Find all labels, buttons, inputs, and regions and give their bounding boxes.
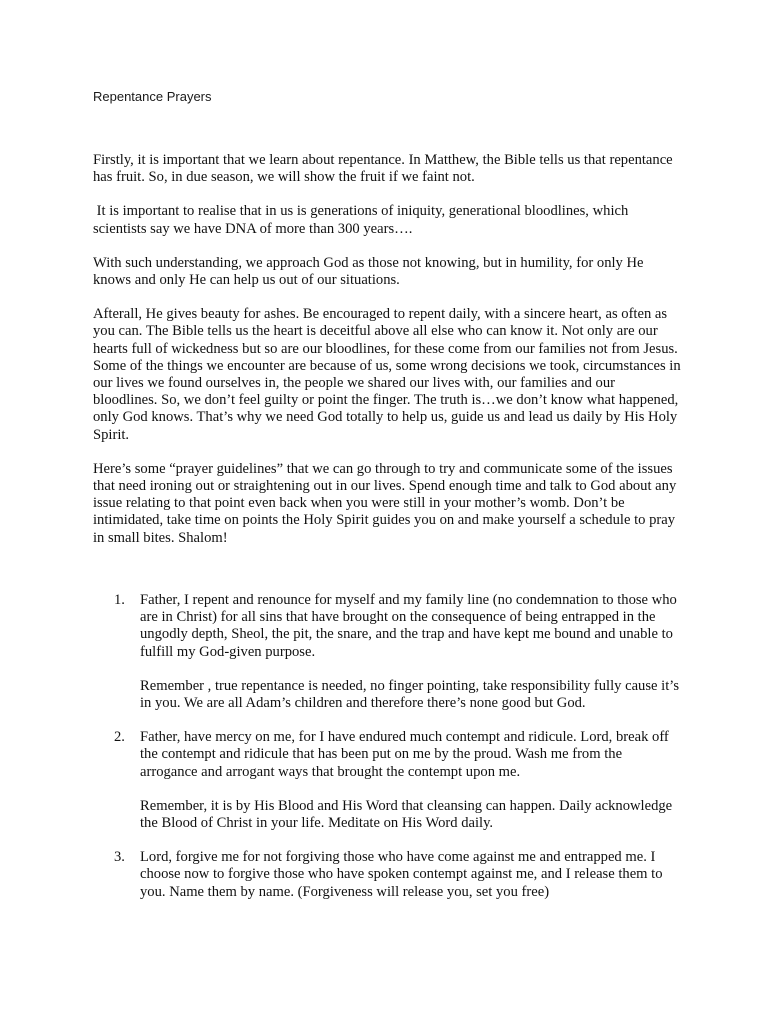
intro-paragraph-1: Firstly, it is important that we learn about repentance. In Matthew, the Bible tells us that repentance has fruit. So, in due season, we will show the fruit if we faint not. <box>93 152 673 186</box>
prayer-note: Remember , true repentance is needed, no finger pointing, take responsibility fully cause it’s in you. We are all Adam’s children and therefore there’s none good but God. <box>140 677 679 712</box>
prayer-number: 2. <box>114 729 125 746</box>
intro-paragraph-4: Afterall, He gives beauty for ashes. Be encouraged to repent daily, with a sincere heart, as often as you can. The Bible tells us the heart is deceitful above all else who can know it. Not only are our hearts full of wickedness but so are our bloodlines, for these come from our families not from Jesus. Some of the things we encounter are because of us, some wrong decisions we took, circumstances in our lives we found ourselves in, the people we shared our lives with, our families and our bloodlines. So, we don’t feel guilty or point the finger. The truth is…we don’t know what happened, only God knows. That’s why we need God totally to help us, guide us and lead us daily by His Holy Spirit. <box>93 306 681 443</box>
prayer-number: 3. <box>114 849 125 866</box>
prayer-item <box>93 849 683 901</box>
intro-paragraph-5: Here’s some “prayer guidelines” that we can go through to try and communicate some of the issues that need ironing out or straightening out in our lives. Spend enough time and talk to God about any issue relating to that point even back when you were still in your mother’s womb. Don’t be intimidated, take time on points the Holy Spirit guides you on and make yourself a schedule to pray in small bites. Shalom! <box>93 460 677 546</box>
prayer-number: 1. <box>114 592 125 608</box>
prayer-text: Father, have mercy on me, for I have endured much contempt and ridicule. Lord, break off the contempt and ridicule that has been put on me by the proud. Wash me from the arrogance and arrogant ways that brought the contempt upon me. <box>140 729 669 780</box>
prayer-text: Lord, forgive me for not forgiving those who have come against me and entrapped me. I choose now to forgive those who have spoken contempt against me, and I release them to you. Name them by name. (Forgiveness will release you, set you free) <box>140 849 663 900</box>
prayer-item <box>93 729 683 832</box>
prayer-text: Father, I repent and renounce for myself and my family line (no condemnation to those who are in Christ) for all sins that have brought on the consequence of being entrapped in the ungodly depth, Sheol, the pit, the snare, and the trap and have kept me bound and unable to fulfill my God-given purpose. <box>140 592 677 660</box>
prayer-note: Remember, it is by His Blood and His Word that cleansing can happen. Daily acknowledge the Blood of Christ in your life. Meditate on His Word daily. <box>140 797 673 832</box>
intro-paragraph-2: It is important to realise that in us is generations of iniquity, generational bloodlines, which scientists say we have DNA of more than 300 years…. <box>93 203 632 237</box>
page-title: Repentance Prayers <box>93 89 212 104</box>
intro-paragraph-3: With such understanding, we approach God as those not knowing, but in humility, for only He knows and only He can help us out of our situations. <box>93 254 644 289</box>
prayer-item <box>93 592 683 712</box>
prayer-list <box>93 592 683 918</box>
intro-section <box>93 152 683 564</box>
